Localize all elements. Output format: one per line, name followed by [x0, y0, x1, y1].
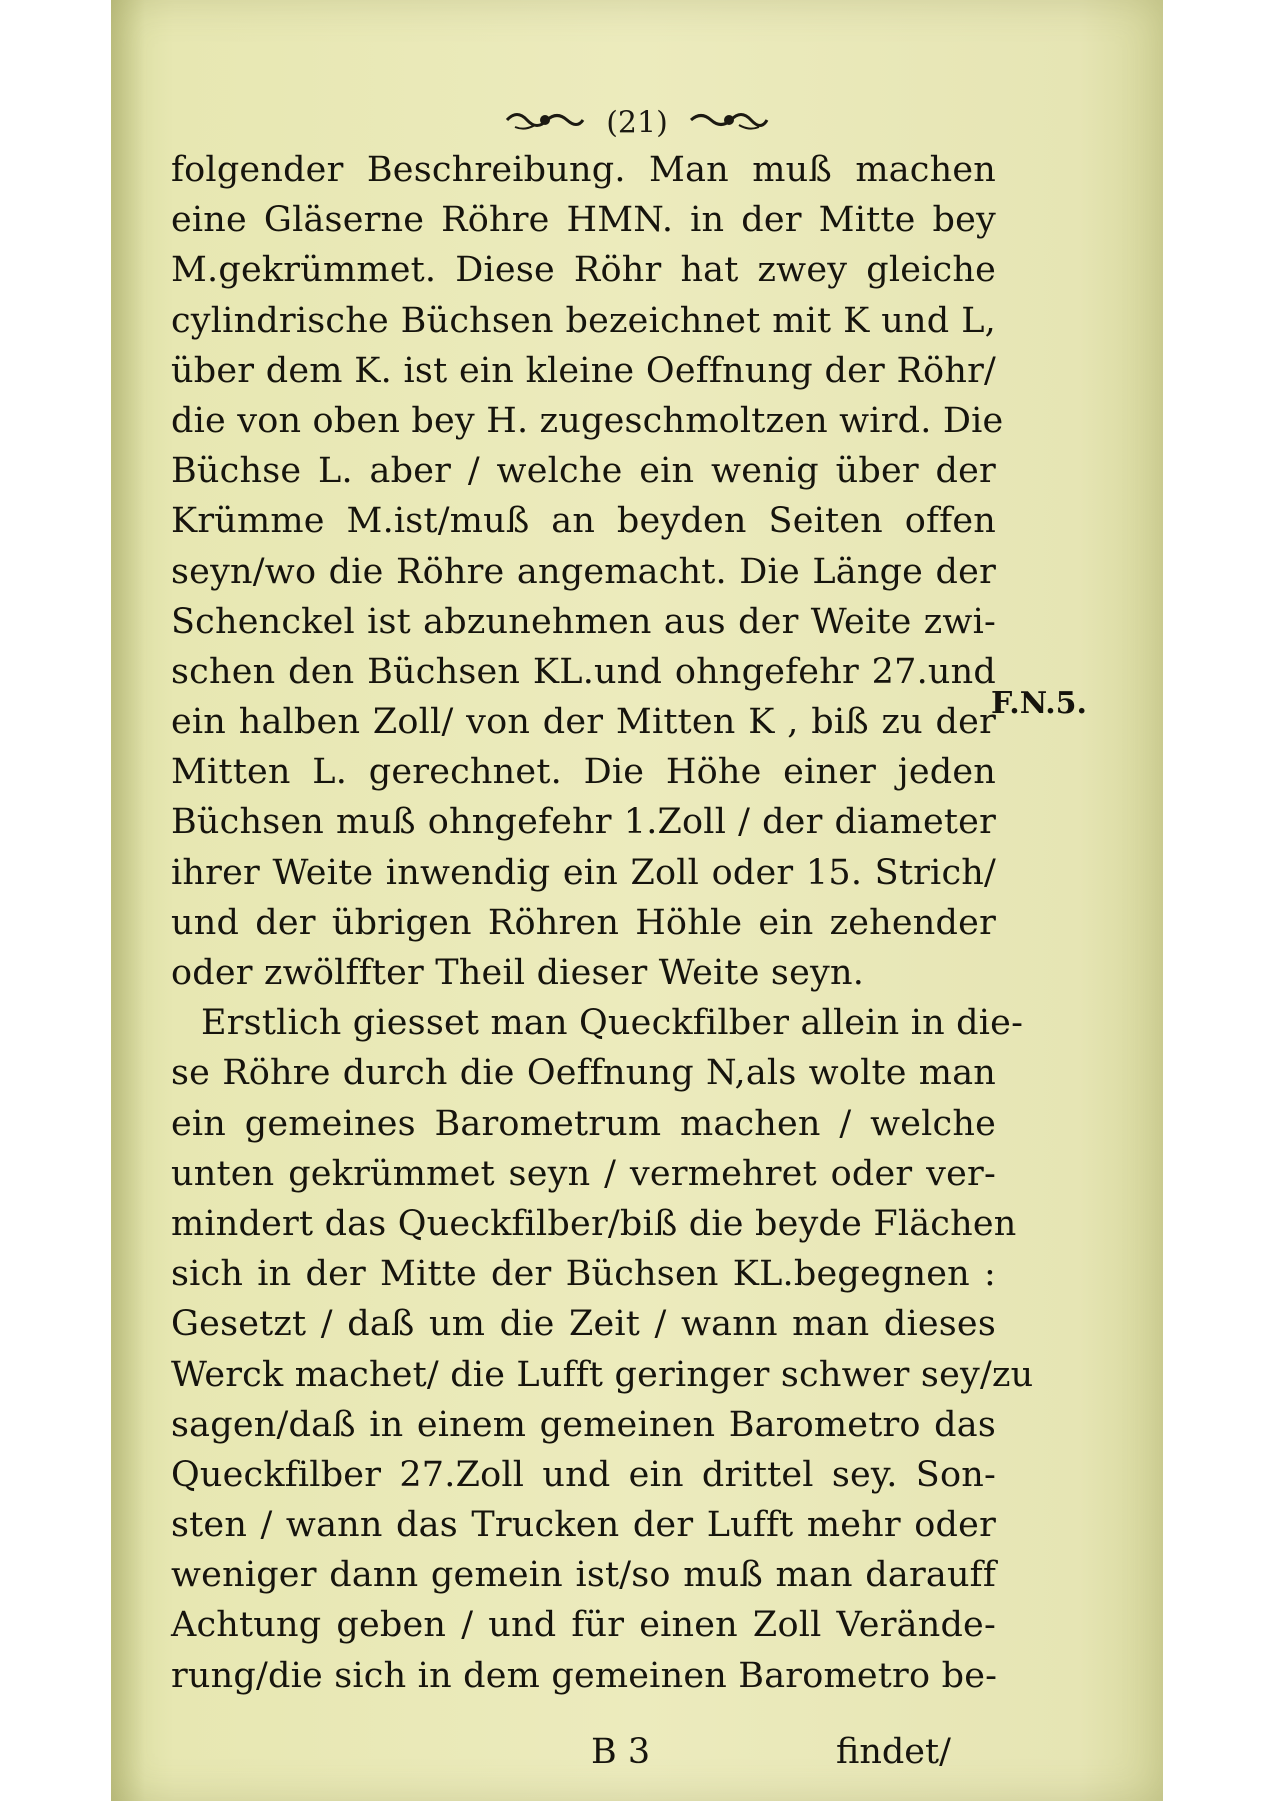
text-line: Büchsen muß ohngefehr 1.Zoll / der diameter	[171, 802, 996, 843]
text-line: ein gemeines Barometrum machen / welche	[171, 1103, 996, 1144]
text-line: mindert das Queckfilber/biß die beyde Flächen	[171, 1203, 1017, 1244]
signature-mark: B 3	[591, 1732, 651, 1772]
text-line: cylindrische Büchsen bezeichnet mit K und L,	[171, 300, 996, 341]
text-line: ihrer Weite inwendig ein Zoll oder 15. Strich/	[171, 852, 996, 893]
text-line: eine Gläserne Röhre HMN. in der Mitte bey	[171, 200, 996, 241]
text-line: die von oben bey H. zugeschmoltzen wird. Die	[171, 400, 1004, 441]
text-line: unten gekrümmet seyn / vermehret oder ver-	[171, 1153, 996, 1194]
book-page	[111, 0, 1163, 1801]
text-line: Krümme M.ist/muß an beyden Seiten offen	[171, 501, 996, 542]
catchword: findet/	[836, 1732, 951, 1772]
text-line: sich in der Mitte der Büchsen KL.begegnen :	[171, 1254, 996, 1295]
text-line: Werck machet/ die Lufft geringer schwer sey/zu	[171, 1354, 1034, 1395]
left-ornament-icon	[505, 106, 585, 141]
text-line: seyn/wo die Röhre angemacht. Die Länge der	[171, 551, 996, 592]
page-number: (21)	[606, 105, 668, 141]
text-line: folgender Beschreibung. Man muß machen	[171, 150, 996, 190]
text-line: se Röhre durch die Oeffnung N,als wolte man	[171, 1053, 996, 1094]
text-line: Achtung geben / und für einen Zoll Verände-	[171, 1605, 996, 1646]
text-line: Schenckel ist abzunehmen aus der Weite zwi-	[171, 601, 996, 642]
text-line: sten / wann das Trucken der Lufft mehr oder	[171, 1505, 996, 1546]
margin-note: F.N.5.	[991, 686, 1087, 721]
text-line: M.gekrümmet. Diese Röhr hat zwey gleiche	[171, 250, 996, 291]
text-line: sagen/daß in einem gemeinen Barometro das	[171, 1404, 996, 1445]
page-footer	[111, 1732, 1163, 1782]
body-text	[171, 145, 1034, 1701]
text-line: Mitten L. gerechnet. Die Höhe einer jeden	[171, 752, 996, 793]
text-line: schen den Büchsen KL.und ohngefehr 27.und	[171, 651, 996, 692]
text-line: über dem K. ist ein kleine Oeffnung der Röhr/	[171, 350, 996, 391]
text-line: weniger dann gemein ist/so muß man darauff	[171, 1555, 996, 1596]
text-line: Erstlich giesset man Queckfilber allein in die-	[201, 1003, 1024, 1044]
text-line: ein halben Zoll/ von der Mitten K , biß zu der	[171, 702, 996, 743]
text-line: Büchse L. aber / welche ein wenig über der	[171, 451, 996, 492]
text-line: Gesetzt / daß um die Zeit / wann man dieses	[171, 1304, 996, 1345]
text-line: Queckfilber 27.Zoll und ein drittel sey. Son-	[171, 1454, 996, 1495]
text-line: oder zwölffter Theil dieser Weite seyn.	[171, 953, 865, 993]
page-gutter-shadow	[111, 0, 145, 1801]
right-ornament-icon	[689, 106, 769, 141]
page-header	[111, 104, 1163, 141]
text-line: rung/die sich in dem gemeinen Barometro be-	[171, 1655, 998, 1696]
text-line: und der übrigen Röhren Höhle ein zehender	[171, 902, 996, 943]
